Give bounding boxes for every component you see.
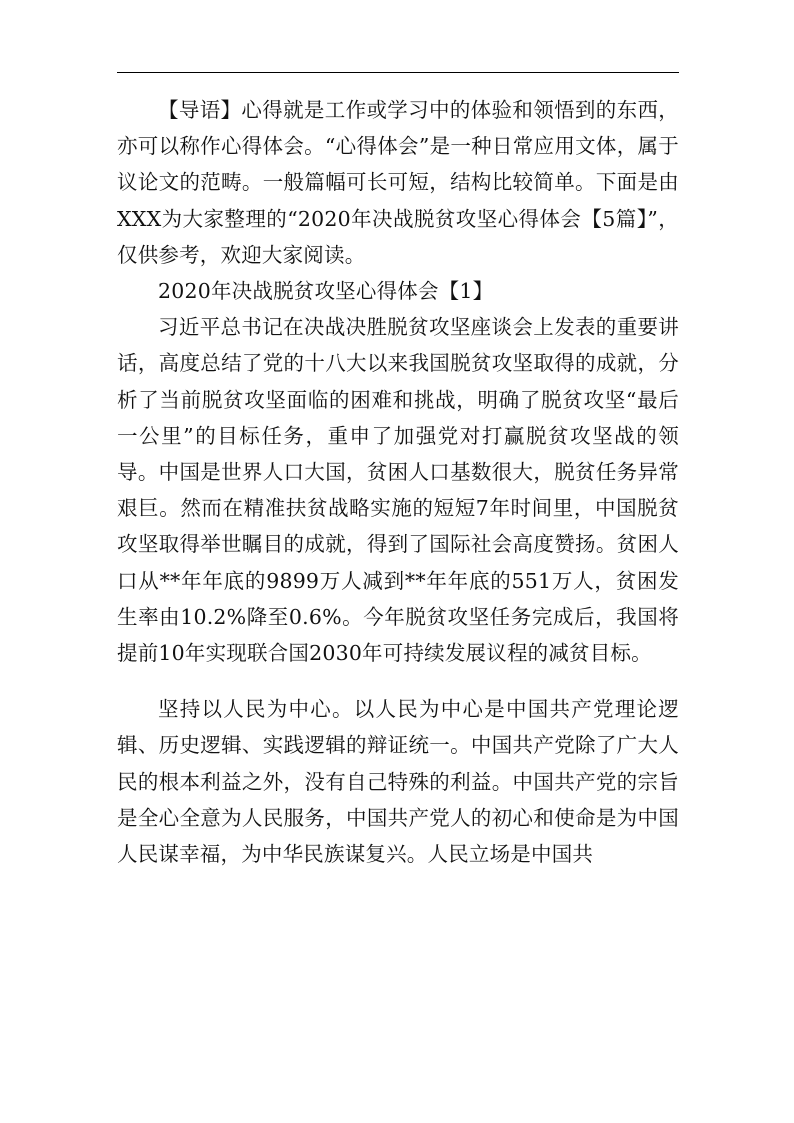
document-body bbox=[117, 92, 679, 872]
section-title: 2020年决战脱贫攻坚心得体会【1】 bbox=[158, 279, 494, 304]
header-rule bbox=[117, 72, 679, 73]
body-paragraph-1: 习近平总书记在决战决胜脱贫攻坚座谈会上发表的重要讲话，高度总结了党的十八大以来我国脱贫攻坚取得的成就，分析了当前脱贫攻坚面临的困难和挑战，明确了脱贫攻坚“最后一公里”的目标任务，重申了加强党对打赢脱贫攻坚战的领导。中国是世界人口大国，贫困人口基数很大，脱贫任务异常艰巨。然而在精准扶贫战略实施的短短7年时间里，中国脱贫攻坚取得举世瞩目的成就，得到了国际社会高度赞扬。贫困人口从**年年底的9899万人减到**年年底的551万人，贫困发生率由10.2%降至0.6%。今年脱贫攻坚任务完成后，我国将提前10年实现联合国2030年可持续发展议程的减贫目标。 bbox=[117, 315, 679, 666]
intro-paragraph: 【导语】心得就是工作或学习中的体验和领悟到的东西，亦可以称作心得体会。“心得体会”是一种日常应用文体，属于议论文的范畴。一般篇幅可长可短，结构比较简单。下面是由XXX为大家整理的“2020年决战脱贫攻坚心得体会【5篇】”，仅供参考，欢迎大家阅读。 bbox=[117, 98, 679, 267]
body-paragraph-2: 坚持以人民为中心。以人民为中心是中国共产党理论逻辑、历史逻辑、实践逻辑的辩证统一。中国共产党除了广大人民的根本利益之外，没有自己特殊的利益。中国共产党的宗旨是全心全意为人民服务，中国共产党人的初心和使命是为中国人民谋幸福，为中华民族谋复兴。人民立场是中国共 bbox=[117, 697, 679, 867]
paragraph-spacer bbox=[117, 671, 679, 691]
